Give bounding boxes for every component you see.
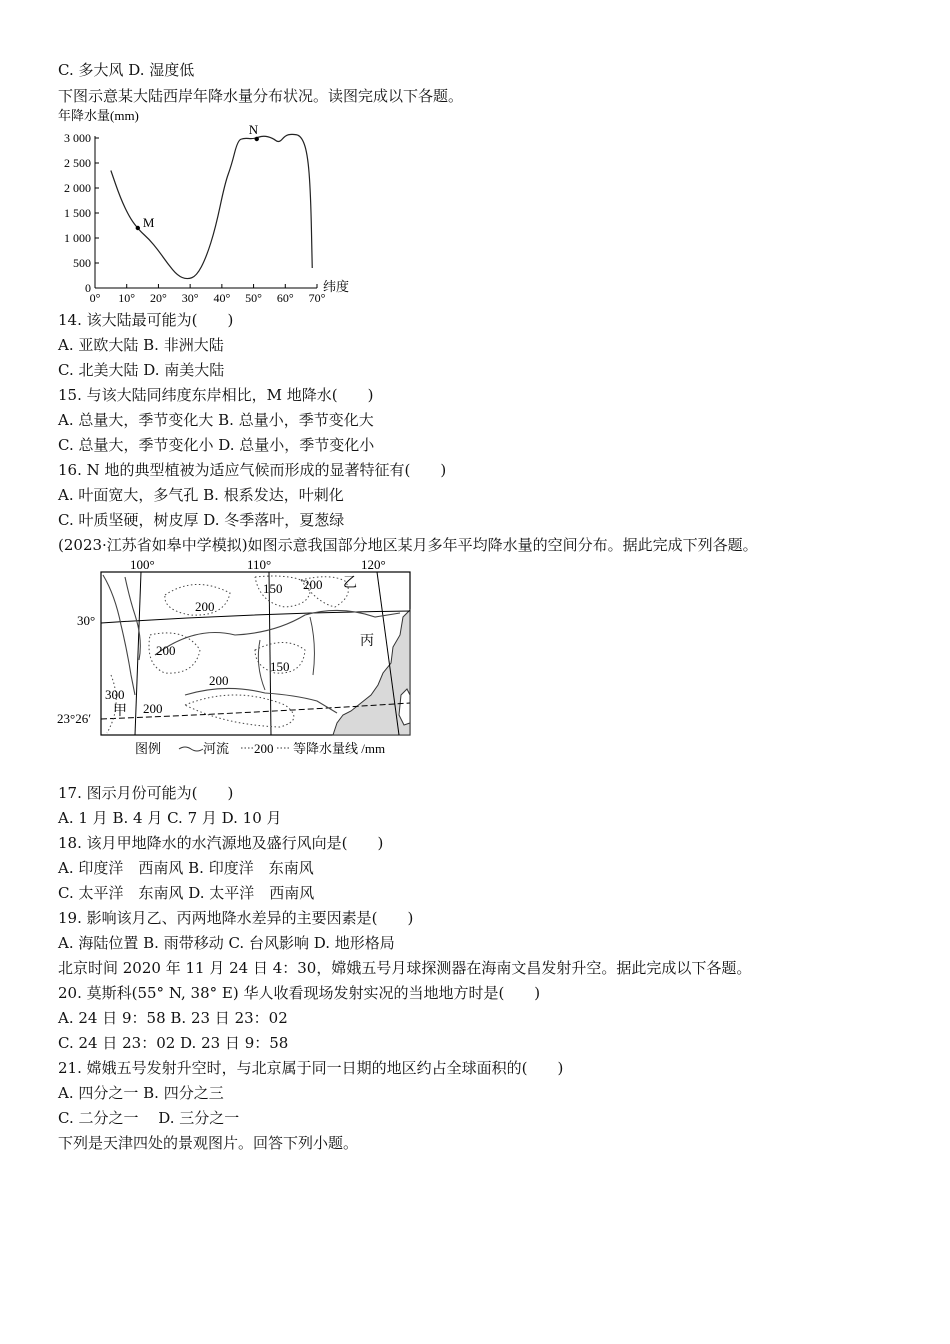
option-line: A. 亚欧大陆 B. 非洲大陆: [58, 336, 224, 354]
option-line: C. 北美大陆 D. 南美大陆: [58, 361, 225, 379]
contour-label: 200: [156, 643, 176, 658]
x-tick-label: 40°: [213, 291, 231, 305]
y-axis-label: 年降水量(mm): [58, 108, 139, 123]
y-tick-label: 1 000: [64, 231, 91, 245]
place-label-jia: 甲: [113, 704, 127, 719]
question-19: 19. 影响该月乙、丙两地降水差异的主要因素是( ): [58, 909, 414, 927]
question-16: 16. N 地的典型植被为适应气候而形成的显著特征有( ): [58, 461, 447, 479]
question-20: 20. 莫斯科(55° N, 38° E) 华人收看现场发射实况的当地地方时是( ): [58, 984, 541, 1002]
intro-text: 北京时间 2020 年 11 月 24 日 4：30，嫦娥五号月球探测器在海南文昌发射升空。据此完成以下各题。: [58, 959, 752, 977]
point-label-M: M: [142, 215, 155, 230]
x-tick-label: 20°: [150, 291, 167, 305]
question-14: 14. 该大陆最可能为( ): [58, 311, 234, 329]
contour-label: 150: [263, 581, 283, 596]
x-tick-label: 0°: [89, 291, 101, 305]
x-tick-label: 70°: [308, 291, 326, 305]
option-line: A. 总量大，季节变化大 B. 总量小，季节变化大: [58, 411, 374, 429]
point-M: [136, 226, 140, 230]
contour-label: 200: [303, 577, 323, 592]
point-N: [255, 137, 259, 141]
point-label-N: N: [248, 122, 259, 137]
question-15: 15. 与该大陆同纬度东岸相比，M 地降水( ): [58, 386, 374, 404]
x-tick-label: 50°: [245, 291, 262, 305]
option-line: A. 24 日 9：58 B. 23 日 23：02: [58, 1009, 288, 1027]
lon-label-120: 120°: [361, 557, 386, 572]
y-tick-label: 0: [85, 281, 91, 295]
option-line: C. 24 日 23：02 D. 23 日 9：58: [58, 1034, 289, 1052]
legend-isohyet-value: 200: [254, 741, 274, 756]
contour-label: 200: [143, 701, 163, 716]
option-line: A. 1 月 B. 4 月 C. 7 月 D. 10 月: [58, 809, 282, 827]
precipitation-chart: [55, 106, 385, 306]
x-tick-label: 30°: [181, 291, 199, 305]
legend-river-label: 河流: [203, 741, 230, 756]
lon-label-100: 100°: [130, 557, 155, 572]
question-18: 18. 该月甲地降水的水汽源地及盛行风向是( ): [58, 834, 384, 852]
option-line: C. 太平洋 东南风 D. 太平洋 西南风: [58, 884, 315, 902]
question-21: 21. 嫦娥五号发射升空时，与北京属于同一日期的地区约占全球面积的( ): [58, 1059, 564, 1077]
intro-text: 下图示意某大陆西岸年降水量分布状况。读图完成以下各题。: [58, 87, 464, 105]
x-axis-label: 纬度: [323, 279, 350, 294]
option-line: C. 二分之一 D. 三分之一: [58, 1109, 240, 1127]
precipitation-map: [55, 555, 415, 760]
y-tick-label: 1 500: [64, 206, 91, 220]
y-tick-label: 3 000: [64, 131, 91, 145]
contour-label: 150: [270, 659, 290, 674]
option-line: A. 四分之一 B. 四分之三: [58, 1084, 224, 1102]
intro-text: (2023·江苏省如皋中学模拟)如图示意我国部分地区某月多年平均降水量的空间分布。据此完成下列各题。: [58, 536, 758, 554]
series-line: [111, 134, 312, 278]
option-line: A. 叶面宽大，多气孔 B. 根系发达，叶刺化: [58, 486, 344, 504]
legend-isohyet-label: 等降水量线 /mm: [293, 741, 386, 756]
intro-text: 下列是天津四处的景观图片。回答下列小题。: [58, 1134, 359, 1152]
option-line: A. 海陆位置 B. 雨带移动 C. 台风影响 D. 地形格局: [58, 934, 395, 952]
option-line: C. 叶质坚硬，树皮厚 D. 冬季落叶，夏葱绿: [58, 511, 345, 529]
lon-label-110: 110°: [247, 557, 272, 572]
y-tick-label: 500: [73, 256, 91, 270]
y-tick-label: 2 500: [64, 156, 91, 170]
option-line: C. 多大风 D. 湿度低: [58, 61, 195, 79]
question-17: 17. 图示月份可能为( ): [58, 784, 234, 802]
contour-label: 200: [209, 673, 229, 688]
legend-title: 图例: [135, 741, 162, 756]
place-label-yi: 乙: [343, 576, 357, 591]
lat-label-tropic: 23°26′: [57, 711, 92, 726]
x-tick-label: 10°: [118, 291, 136, 305]
y-tick-label: 2 000: [64, 181, 91, 195]
legend-river-symbol: [179, 747, 203, 751]
option-line: C. 总量大，季节变化小 D. 总量小，季节变化小: [58, 436, 375, 454]
x-tick-label: 60°: [276, 291, 294, 305]
lat-label-30: 30°: [77, 613, 96, 628]
contour-label: 300: [105, 687, 125, 702]
contour-label: 200: [195, 599, 215, 614]
option-line: A. 印度洋 西南风 B. 印度洋 东南风: [58, 859, 314, 877]
place-label-bing: 丙: [360, 634, 374, 649]
